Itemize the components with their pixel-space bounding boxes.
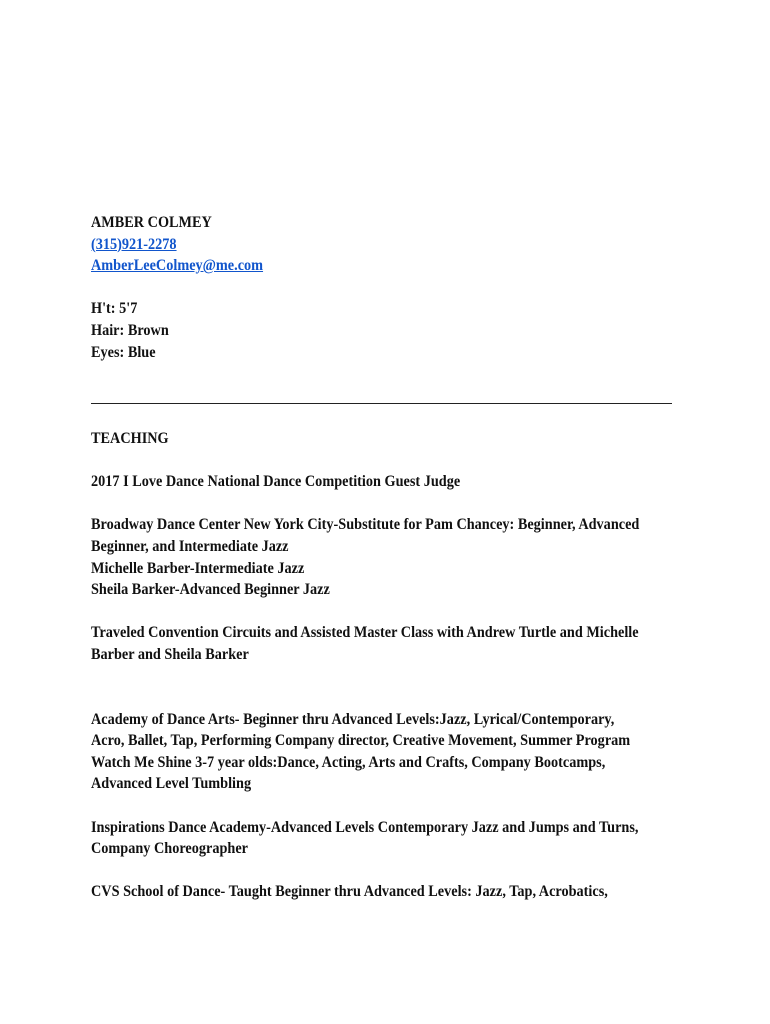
hair-stat: Hair: Brown — [91, 321, 169, 339]
teaching-entry: Beginner, and Intermediate Jazz — [91, 537, 289, 555]
teaching-entry: Advanced Level Tumbling — [91, 775, 252, 793]
teaching-section — [91, 428, 681, 903]
section-heading-teaching: TEACHING — [91, 429, 169, 447]
teaching-entry: Michelle Barber-Intermediate Jazz — [91, 559, 305, 577]
height-stat: H't: 5'7 — [91, 300, 138, 318]
teaching-entry: Acro, Ballet, Tap, Performing Company director, Creative Movement, Summer Program — [91, 732, 631, 750]
resume-document — [91, 212, 681, 903]
applicant-name: AMBER COLMEY — [91, 214, 212, 231]
teaching-entry: CVS School of Dance- Taught Beginner thru Advanced Levels: Jazz, Tap, Acrobatics, — [91, 883, 608, 901]
teaching-entry: Sheila Barker-Advanced Beginner Jazz — [91, 581, 330, 599]
teaching-entry: 2017 I Love Dance National Dance Competition Guest Judge — [91, 473, 461, 491]
teaching-entry: Inspirations Dance Academy-Advanced Levels Contemporary Jazz and Jumps and Turns, — [91, 818, 639, 836]
teaching-entry: Broadway Dance Center New York City-Substitute for Pam Chancey: Beginner, Advanced — [91, 516, 640, 534]
teaching-entry: Watch Me Shine 3-7 year olds:Dance, Acting, Arts and Crafts, Company Bootcamps, — [91, 753, 606, 771]
teaching-entry: Barber and Sheila Barker — [91, 645, 249, 663]
email-link[interactable]: AmberLeeColmey@me.com — [91, 257, 264, 275]
contact-block — [91, 212, 681, 277]
physical-stats — [91, 298, 681, 363]
teaching-entry: Academy of Dance Arts- Beginner thru Advanced Levels:Jazz, Lyrical/Contemporary, — [91, 710, 615, 728]
eyes-stat: Eyes: Blue — [91, 343, 156, 361]
phone-link[interactable]: (315)921-2278 — [91, 235, 177, 253]
teaching-entry: Traveled Convention Circuits and Assisted Master Class with Andrew Turtle and Michelle — [91, 624, 639, 642]
teaching-entry: Company Choreographer — [91, 840, 249, 858]
